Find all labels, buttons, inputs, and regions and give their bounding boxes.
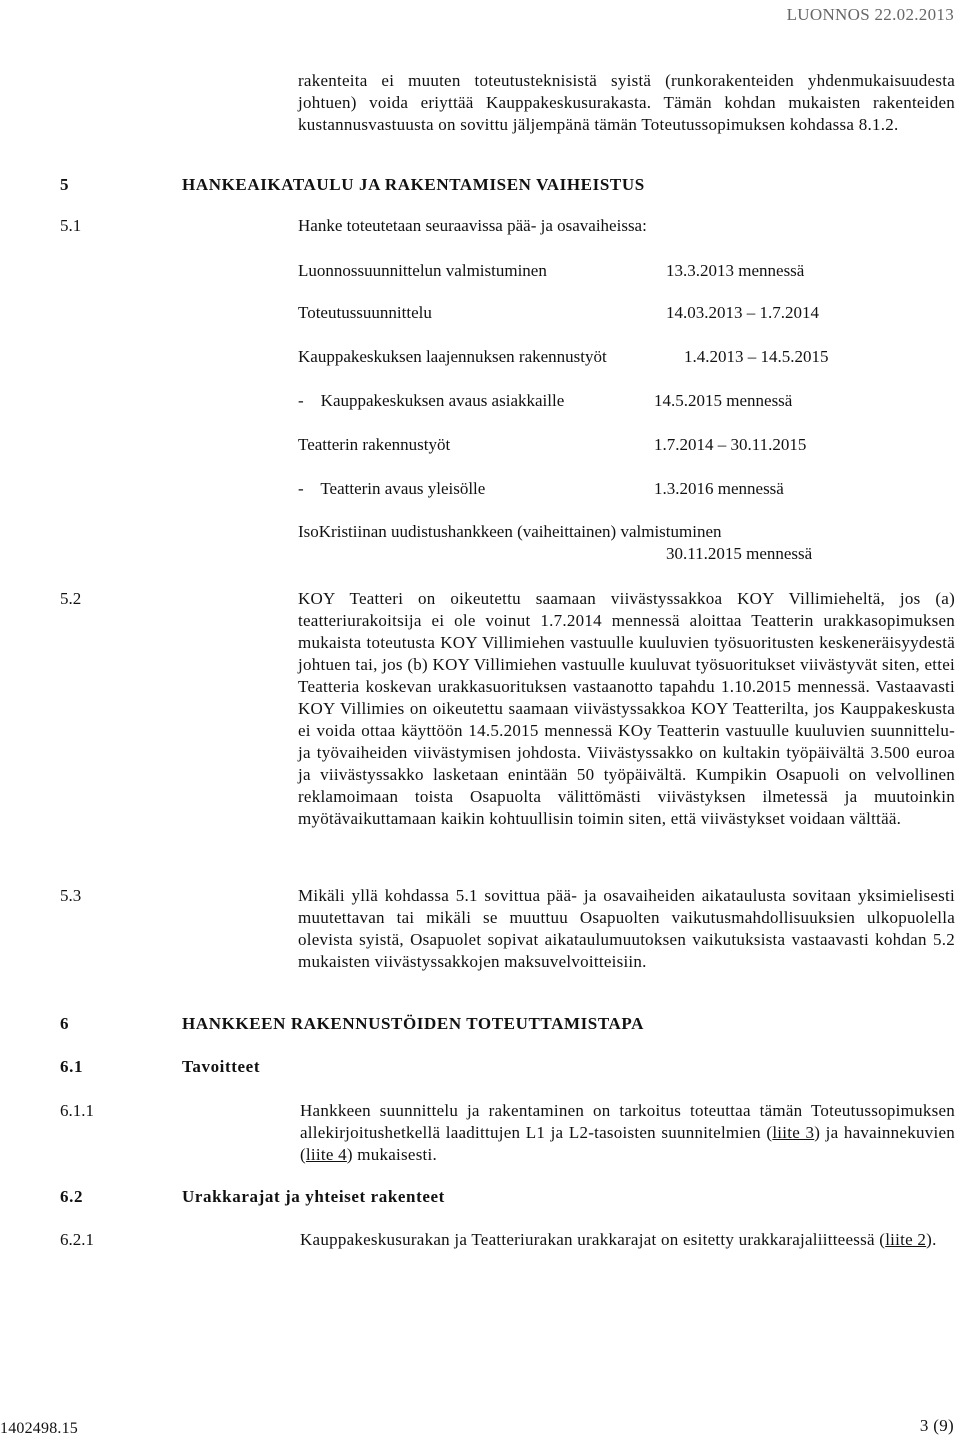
appendix-2-link[interactable]: liite 2 [885, 1230, 927, 1249]
section-5-1-number: 5.1 [60, 216, 82, 235]
section-6-1-1-text-b: ) ja havainnekuvien ( [300, 1123, 955, 1164]
page-number: 3 (9) [919, 1416, 954, 1435]
schedule-label: Luonnossuunnittelun valmistuminen [298, 261, 547, 280]
schedule-value: 30.11.2015 mennessä [666, 544, 813, 563]
section-5-1-intro: Hanke toteutetaan seuraavissa pää- ja osavaiheissa: [298, 216, 647, 235]
section-6-number: 6 [60, 1014, 70, 1033]
section-6-1-number: 6.1 [60, 1057, 84, 1076]
section-6-2-title: Urakkarajat ja yhteiset rakenteet [182, 1187, 445, 1206]
schedule-label: - Teatterin avaus yleisölle [298, 479, 486, 498]
section-6-1-1-text [300, 1100, 955, 1166]
schedule-label: - Kauppakeskuksen avaus asiakkaille [298, 391, 565, 410]
schedule-label: IsoKristiinan uudistushankkeen (vaiheittainen) valmistuminen [298, 522, 722, 541]
section-6-1-title: Tavoitteet [182, 1057, 261, 1076]
schedule-label: Toteutussuunnittelu [298, 303, 432, 322]
appendix-4-link[interactable]: liite 4 [305, 1145, 347, 1164]
section-6-2-1-text-b: ). [926, 1230, 937, 1249]
schedule-label: Kauppakeskuksen laajennuksen rakennustyöt [298, 347, 607, 366]
section-6-2-1-number: 6.2.1 [60, 1230, 94, 1249]
appendix-3-link[interactable]: liite 3 [772, 1123, 815, 1142]
schedule-value: 1.7.2014 – 30.11.2015 [654, 435, 807, 454]
section-6-2-number: 6.2 [60, 1187, 84, 1206]
section-5-number: 5 [60, 175, 70, 194]
section-6-2-1-text [300, 1229, 955, 1251]
schedule-label: Teatterin rakennustyöt [298, 435, 451, 454]
section-6-1-1-number: 6.1.1 [60, 1101, 94, 1120]
draft-date-header: LUONNOS 22.02.2013 [786, 5, 954, 24]
schedule-value: 14.03.2013 – 1.7.2014 [666, 303, 819, 322]
section-5-title: HANKEAIKATAULU JA RAKENTAMISEN VAIHEISTUS [182, 175, 645, 194]
section-6-title: HANKKEEN RAKENNUSTÖIDEN TOTEUTTAMISTAPA [182, 1014, 645, 1033]
schedule-value: 1.3.2016 mennessä [654, 479, 784, 498]
section-5-3-number: 5.3 [60, 886, 82, 905]
section-5-3-text: Mikäli yllä kohdassa 5.1 sovittua pää- ja osavaiheiden aikataulusta sovitaan yksimielisesti muutettavan tai mikäli se muuttuu Osapuolten vaikutusmahdollisuuksien ulkopuolella olevista syistä, Osapuolet sopivat aikataulumuutoksen vaikutuksista vastaavasti kohdan 5.2 mukaisten viivästyssakkojen maksuvelvoitteisiin. [298, 886, 955, 971]
section-6-1-1-text-c: ) mukaisesti. [346, 1145, 438, 1164]
section-6-1-1-text-a: Hankkeen suunnittelu ja rakentaminen on tarkoitus toteuttaa tämän Toteutussopimuksen allekirjoitushetkellä laadittujen L1 ja L2-tasoisten suunnitelmien ( [300, 1101, 955, 1142]
section-6-2-1-text-a: Kauppakeskusurakan ja Teatteriurakan urakkarajat on esitetty urakkarajaliitteessä ( [300, 1230, 886, 1249]
schedule-value: 1.4.2013 – 14.5.2015 [684, 347, 829, 366]
intro-paragraph: rakenteita ei muuten toteutusteknisistä syistä (runkorakenteiden yhdenmukaisuudesta johtuen) voida eriyttää Kauppakeskusurakasta. Tämän kohdan mukaisten rakenteiden kustannusvastuusta on sovittu jäljempänä tämän Toteutussopimuksen kohdassa 8.1.2. [298, 71, 955, 134]
section-5-2-number: 5.2 [60, 589, 82, 608]
schedule-value: 14.5.2015 mennessä [654, 391, 793, 410]
section-5-2-text: KOY Teatteri on oikeutettu saamaan viivästyssakkoa KOY Villimieheltä, jos (a) teatteriurakoitsija ei ole voinut 1.7.2014 mennessä aloittaa Teatterin urakkasopimuksen mukaista toteutusta KOY Villimiehen vastuulle kuuluvien työsuoritusten keskeneräisyydestä johtuen tai, jos (b) KOY Villimiehen vastuulle kuuluvat työsuoritukset viivästyvät siten, ettei Teatteria koskevan urakkasuorituksen vastaanotto tapahdu 1.10.2015 mennessä. Vastaavasti KOY Villimies on oikeutettu saamaan viivästyssakkoa KOY Teatterilta, jos Kauppakeskusta ei voida ottaa käyttöön 14.5.2015 mennessä KOy Teatterin vastuulle kuuluvien suunnittelu- ja työvaiheiden viivästymisen johdosta. Viivästyssakko on kultakin työpäivältä 3.500 euroa ja viivästyssakko lasketaan enintään 50 työpäivältä. Kumpikin Osapuoli on velvollinen reklamoimaan toista Osapuolta välittömästi viivästyksen ilmetessä ja muutoinkin myötävaikuttamaan kaikin kohtuullisin toimin siten, että viivästykset voidaan välttää. [298, 589, 955, 828]
document-code: 1402498.15 [0, 1420, 78, 1437]
schedule-value: 13.3.2013 mennessä [666, 261, 805, 280]
